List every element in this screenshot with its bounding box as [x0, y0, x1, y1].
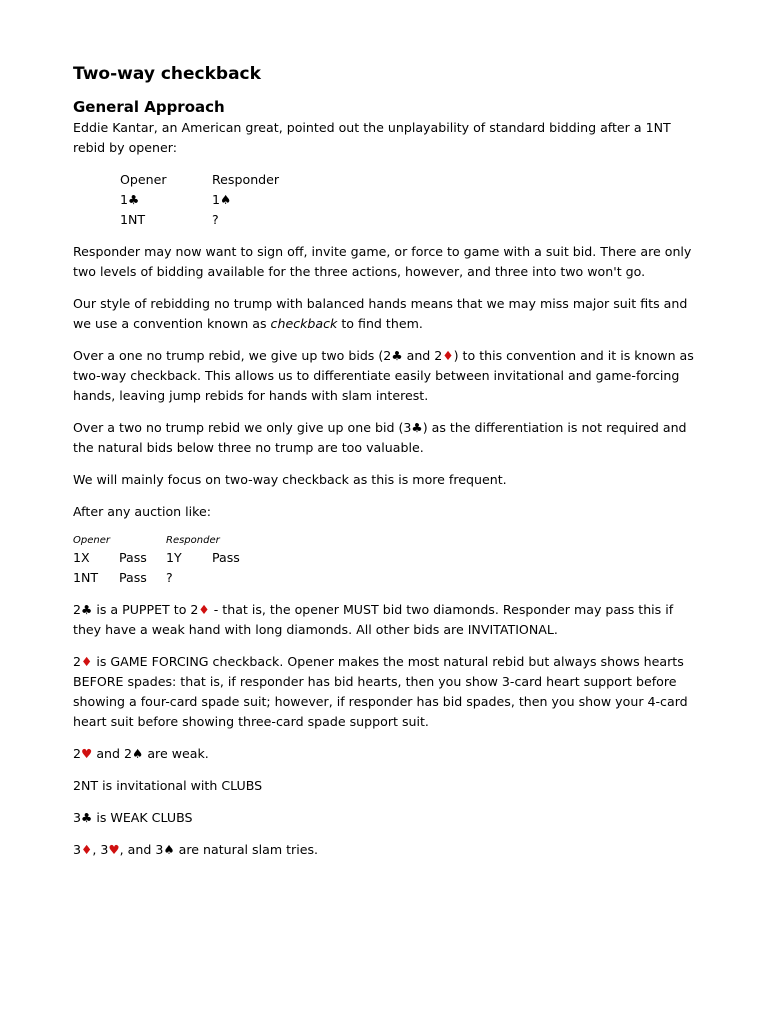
bid-cell: ? [212, 212, 219, 227]
auction-table [73, 534, 703, 588]
bidding-table [120, 170, 703, 230]
text-run: are weak. [143, 746, 209, 761]
rule-2-clubs [73, 600, 703, 640]
heart-suit-icon: ♥ [81, 746, 93, 761]
auction-cell: ? [166, 570, 173, 585]
text-run: 2 [73, 602, 82, 617]
diamond-suit-icon: ♦ [198, 602, 210, 617]
text-run: ) to this convention and it is known as two-way checkback. This allows us to differentiate easily between invitational and game-forcing hands, leaving jump rebids for hands with slam interest. [73, 348, 694, 403]
auction-cell: Pass [119, 570, 147, 585]
auction-header-responder: Responder [166, 535, 220, 546]
header-opener: Opener [120, 172, 167, 187]
bidding-table-row [120, 210, 703, 230]
bid-cell: 1♠ [212, 192, 232, 207]
text-run: ) as the differentiation is not required and the natural bids below three no trump are too valuable. [73, 420, 687, 455]
text-run: - that is, the opener MUST bid two diamonds. Responder may pass this if they have a weak hand with long diamonds. All other bids are INVITATIONAL. [73, 602, 674, 637]
spade-suit-icon: ♠ [163, 842, 175, 857]
auction-cell: 1NT [73, 570, 99, 585]
bidding-table-header [120, 170, 703, 190]
text-run: Our style of rebidding no trump with balanced hands means that we may miss major suit fits and we use a convention known as [73, 296, 688, 331]
text-run: are natural slam tries. [174, 842, 319, 857]
auction-header-opener: Opener [73, 535, 110, 546]
auction-cell: Pass [212, 550, 240, 565]
two-nt-paragraph [73, 418, 703, 458]
rule-2-diamonds [73, 652, 703, 732]
one-nt-paragraph [73, 346, 703, 406]
heart-suit-icon: ♥ [108, 842, 120, 857]
text-run: 3 [73, 842, 82, 857]
text-run: , and 3 [119, 842, 164, 857]
text-run: is WEAK CLUBS [92, 810, 193, 825]
auction-cell: 1Y [166, 550, 182, 565]
spade-suit-icon: ♠ [132, 746, 144, 761]
header-responder: Responder [212, 172, 280, 187]
text-run: is a PUPPET to 2 [92, 602, 199, 617]
responder-paragraph: Responder may now want to sign off, invite game, or force to game with a suit bid. There are only two levels of bidding available for the three actions, however, and three into two won't go. [73, 244, 692, 279]
rule-2-hearts-spades [73, 744, 703, 764]
rule-2nt: 2NT is invitational with CLUBS [73, 778, 263, 793]
text-run: Over a two no trump rebid we only give up one bid (3 [73, 420, 412, 435]
text-run: and 2 [92, 746, 133, 761]
rule-3-slam-tries [73, 840, 703, 860]
bidding-table-row [120, 190, 703, 210]
text-run: 2 [73, 654, 82, 669]
text-run: is GAME FORCING checkback. Opener makes the most natural rebid but always shows hearts BEFORE spades: that is, if responder has bid hearts, then you show 3-card heart support before showing a four-card spade suit; however, if responder has bid spades, then you show your 4-card heart suit before showing three-card spade support suit. [73, 654, 688, 729]
intro-paragraph: Eddie Kantar, an American great, pointed out the unplayability of standard bidding after a 1NT rebid by opener: [73, 120, 671, 155]
text-run: Over a one no trump rebid, we give up two bids (2 [73, 348, 392, 363]
auction-row [73, 568, 703, 588]
section-heading: General Approach [73, 98, 225, 116]
bid-cell: 1NT [120, 212, 146, 227]
diamond-suit-icon: ♦ [442, 348, 454, 363]
emphasis-checkback: checkback [270, 316, 338, 331]
text-run: to find them. [337, 316, 423, 331]
document-title: Two-way checkback [73, 64, 261, 84]
auction-header-blank [119, 534, 166, 548]
after-paragraph: After any auction like: [73, 504, 211, 519]
auction-cell: 1X [73, 550, 90, 565]
bid-cell: 1♣ [120, 192, 140, 207]
style-paragraph [73, 294, 703, 334]
diamond-suit-icon: ♦ [81, 654, 93, 669]
auction-cell: Pass [119, 550, 147, 565]
text-run: 2 [73, 746, 82, 761]
focus-paragraph: We will mainly focus on two-way checkback as this is more frequent. [73, 472, 507, 487]
text-run: , 3 [92, 842, 109, 857]
diamond-suit-icon: ♦ [81, 842, 93, 857]
text-run: and 2 [402, 348, 443, 363]
club-suit-icon: ♣ [411, 420, 423, 435]
rule-3-clubs [73, 808, 703, 828]
club-suit-icon: ♣ [81, 602, 93, 617]
auction-header [73, 534, 703, 548]
club-suit-icon: ♣ [391, 348, 403, 363]
club-suit-icon: ♣ [81, 810, 93, 825]
auction-row [73, 548, 703, 568]
text-run: 3 [73, 810, 82, 825]
document-page [73, 62, 703, 872]
